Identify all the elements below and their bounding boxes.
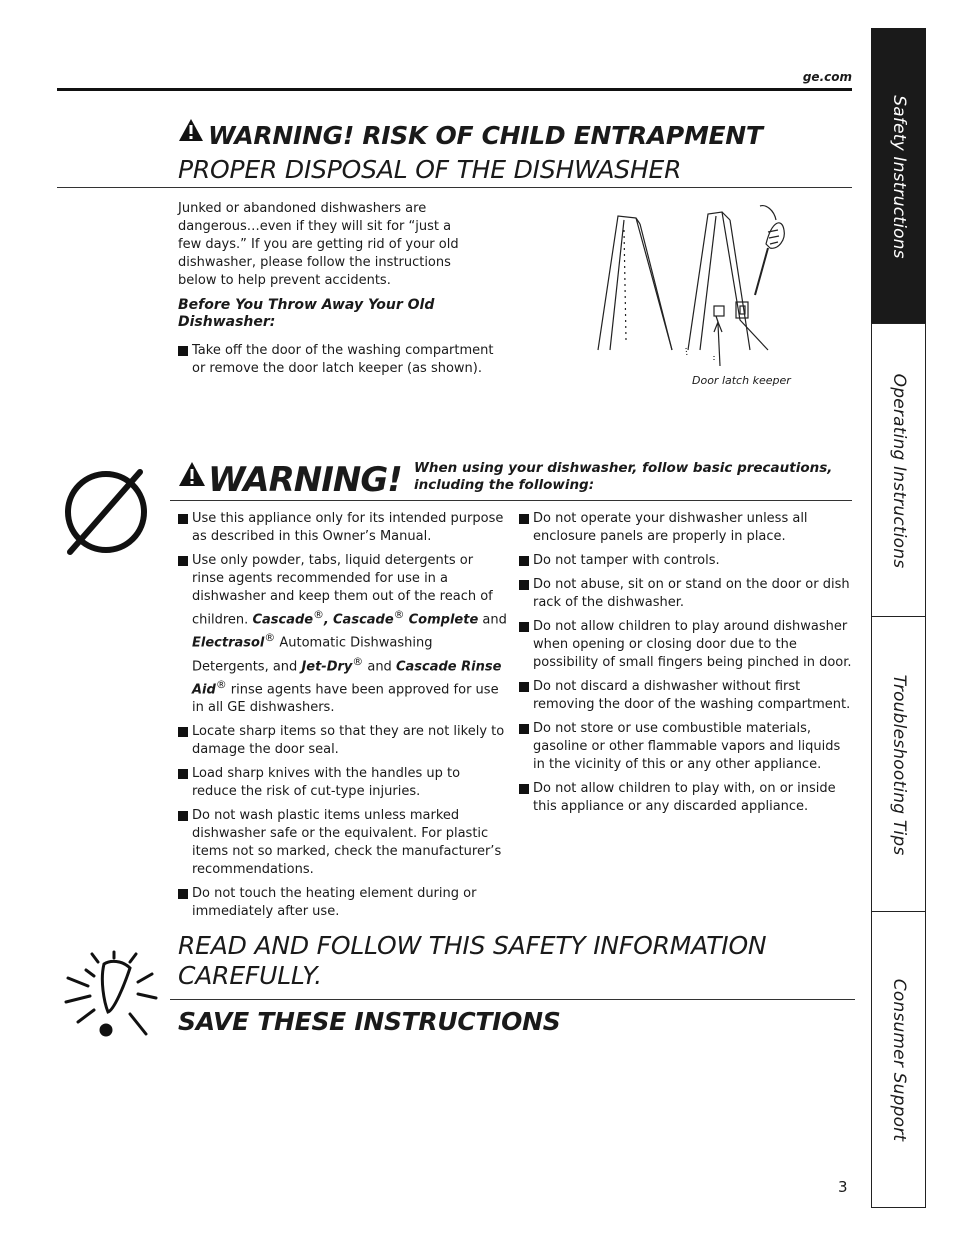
list-item: Do not wash plastic items unless marked dishwasher safe or the equivalent. For plastic items not so marked, check the manufacturer’s recommendations. <box>178 807 508 879</box>
warning-triangle-icon <box>178 118 204 148</box>
list-item: Do not allow children to play with, on or inside this appliance or any discarded appliance. <box>519 780 853 816</box>
bullet-square-icon <box>519 556 529 566</box>
bullet-square-icon <box>519 784 529 794</box>
disposal-subtitle: PROPER DISPOSAL OF THE DISHWASHER <box>178 155 682 184</box>
prohibition-icon <box>62 466 150 558</box>
bullet-square-icon <box>178 769 188 779</box>
disposal-step <box>178 342 508 378</box>
tab-label: Operating Instructions <box>888 373 909 568</box>
bullet-square-icon <box>178 889 188 899</box>
list-item: Do not discard a dishwasher without first removing the door of the washing compartment. <box>519 678 853 714</box>
list-item: Use only powder, tabs, liquid detergents or rinse agents recommended for use in a dishwasher and keep them out of the reach of children. Cascade®, Cascade® Complete and Electrasol® Automatic Dishwashing Detergents, and Jet-Dry® and Cascade Rinse Aid® rinse agents have been approved for use in all GE dishwashers. <box>178 552 508 717</box>
warning-heading <box>178 456 402 500</box>
precautions-right-column <box>519 510 853 822</box>
warning-triangle-icon <box>178 456 206 496</box>
child-entrapment-title: WARNING! RISK OF CHILD ENTRAPMENT <box>208 121 763 150</box>
child-entrapment-heading <box>178 118 763 150</box>
list-item: Do not operate your dishwasher unless all enclosure panels are properly in place. <box>519 510 853 546</box>
site-url: ge.com <box>802 70 852 84</box>
door-latch-caption: Door latch keeper <box>692 374 791 387</box>
list-item: Do not tamper with controls. <box>519 552 853 570</box>
bullet-square-icon <box>178 556 188 566</box>
tab-troubleshooting-tips[interactable] <box>871 616 926 913</box>
list-item: Do not touch the heating element during or immediately after use. <box>178 885 508 921</box>
warning-title: WARNING! <box>208 460 402 500</box>
section2-rule <box>170 500 852 501</box>
top-rule <box>57 88 852 91</box>
bullet-square-icon <box>519 682 529 692</box>
tab-operating-instructions[interactable] <box>871 323 926 618</box>
list-item: Do not abuse, sit on or stand on the door or dish rack of the dishwasher. <box>519 576 853 612</box>
section3-rule <box>170 999 855 1000</box>
bullet-square-icon <box>519 622 529 632</box>
tab-label: Safety Instructions <box>888 94 909 259</box>
bullet-square-icon <box>519 580 529 590</box>
list-item: Use this appliance only for its intended purpose as described in this Owner’s Manual. <box>178 510 508 546</box>
tab-label: Troubleshooting Tips <box>888 674 909 855</box>
disposal-intro: Junked or abandoned dishwashers are dangerous…even if they will sit for “just a few days.” If you are getting rid of your old dishwasher, please follow the instructions below to help prevent accidents. <box>178 201 459 288</box>
precaution-intro: When using your dishwasher, follow basic precautions, including the following: <box>414 460 833 493</box>
bullet-square-icon <box>178 811 188 821</box>
tab-consumer-support[interactable] <box>871 911 926 1208</box>
exclamation-attention-icon <box>64 950 160 1042</box>
tab-label: Consumer Support <box>888 978 909 1141</box>
door-latch-illustration <box>590 200 790 370</box>
page-number: 3 <box>838 1178 848 1196</box>
bullet-square-icon <box>178 727 188 737</box>
list-item: Locate sharp items so that they are not likely to damage the door seal. <box>178 723 508 759</box>
section-tabs <box>871 28 926 1206</box>
bullet-square-icon <box>178 514 188 524</box>
read-follow-heading: READ AND FOLLOW THIS SAFETY INFORMATION CAREFULLY. <box>178 931 767 990</box>
bullet-square-icon <box>178 346 188 356</box>
section1-rule <box>57 187 852 188</box>
bullet-square-icon <box>519 514 529 524</box>
bullet-square-icon <box>519 724 529 734</box>
tab-safety-instructions[interactable] <box>871 28 926 325</box>
disposal-step-text: Take off the door of the washing compartment or remove the door latch keeper (as shown). <box>192 343 494 376</box>
before-throw-away-heading: Before You Throw Away Your Old Dishwasher: <box>178 297 435 330</box>
list-item: Do not allow children to play around dishwasher when opening or closing door due to the possibility of small fingers being pinched in door. <box>519 618 853 672</box>
list-item: Load sharp knives with the handles up to reduce the risk of cut-type injuries. <box>178 765 508 801</box>
save-instructions-heading: SAVE THESE INSTRUCTIONS <box>178 1007 561 1036</box>
list-item: Do not store or use combustible materials, gasoline or other flammable vapors and liquids in the vicinity of this or any other appliance. <box>519 720 853 774</box>
precautions-left-column <box>178 510 508 927</box>
